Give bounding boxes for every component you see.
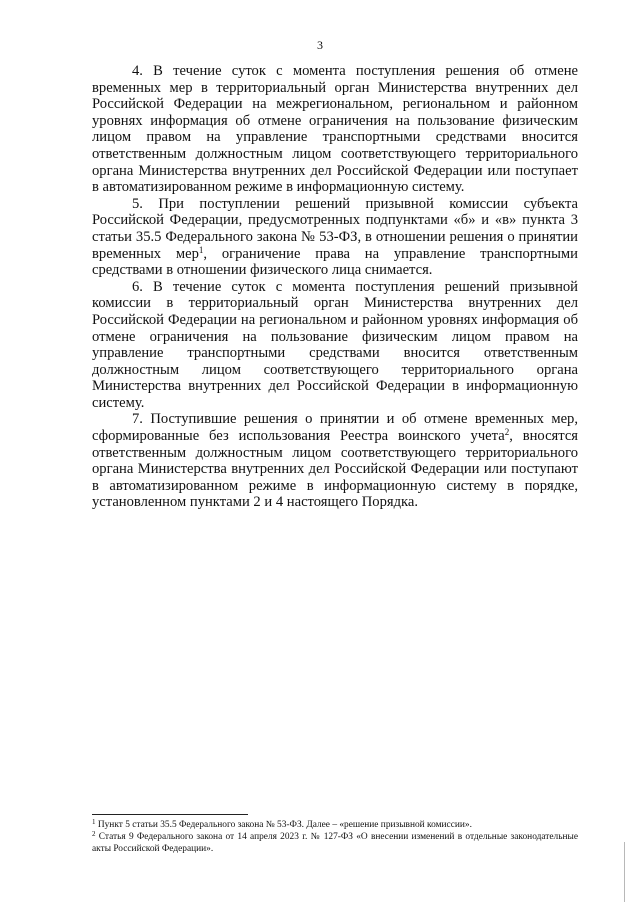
page-number: 3	[317, 38, 323, 52]
footnote-2	[92, 831, 578, 855]
paragraph-7-text-after: , вносятся ответственным должностным лицом соответствующего территориального органа Министерства внутренних дел Российской Федерации или поступают в автоматизированном режиме в информационную систему в порядке, установленном пунктами 2 и 4 настоящего Порядка.	[92, 428, 579, 511]
footnote-1	[92, 819, 578, 831]
paragraph-5-text-before: 5. При поступлении решений призывной комиссии субъекта Российской Федерации, предусмотренных подпунктами «б» и «в» пункта 3 статьи 35.5 Федерального закона № 53-ФЗ, в отношении решения о принятии временных мер	[92, 195, 578, 262]
paragraph-7	[92, 411, 578, 511]
footnote-ref-1[interactable]: 1	[198, 244, 204, 255]
scan-artifact	[624, 842, 625, 902]
footnote-separator	[92, 814, 248, 815]
footnote-1-text: Пункт 5 статьи 35.5 Федерального закона № 53-ФЗ. Далее – «решение призывной комиссии».	[95, 820, 472, 830]
paragraph-4	[92, 63, 578, 196]
footnotes	[92, 819, 578, 856]
paragraph-6-text: 6. В течение суток с момента поступления решений призывной комиссии в территориальный орган Министерства внутренних дел Российской Федерации на региональном и районном уровнях информация об отмене ограничения на пользование физическим лицом правом на управление транспортными средствами вносится ответственным должностным лицом соответствующего территориального органа Министерства внутренних дел Российской Федерации в информационную систему.	[92, 278, 578, 411]
paragraph-5	[92, 196, 578, 279]
footnote-2-mark: 2	[92, 830, 96, 839]
paragraph-5-text-after: , ограничение права на управление транспортными средствами в отношении физического лица снимается.	[92, 245, 578, 279]
footnote-2-text: Статья 9 Федерального закона от 14 апреля 2023 г. № 127-ФЗ «О внесении изменений в отдельные законодательные акты Российской Федерации».	[92, 832, 578, 855]
paragraph-4-text: 4. В течение суток с момента поступления решения об отмене временных мер в территориальный орган Министерства внутренних дел Российской Федерации на межрегиональном, региональном и районном уровнях информация об отмене ограничения на пользование физическим лицом правом на управление транспортными средствами вносится ответственным должностным лицом соответствующего территориального органа Министерства внутренних дел Российской Федерации или поступает в автоматизированном режиме в информационную систему.	[92, 63, 578, 196]
document-body	[92, 63, 578, 511]
footnote-ref-2[interactable]: 2	[504, 427, 510, 438]
paragraph-7-text-before: 7. Поступившие решения о принятии и об отмене временных мер, сформированные без использования Реестра воинского учета	[92, 411, 578, 445]
footnote-1-mark: 1	[92, 818, 96, 826]
paragraph-6	[92, 279, 578, 412]
